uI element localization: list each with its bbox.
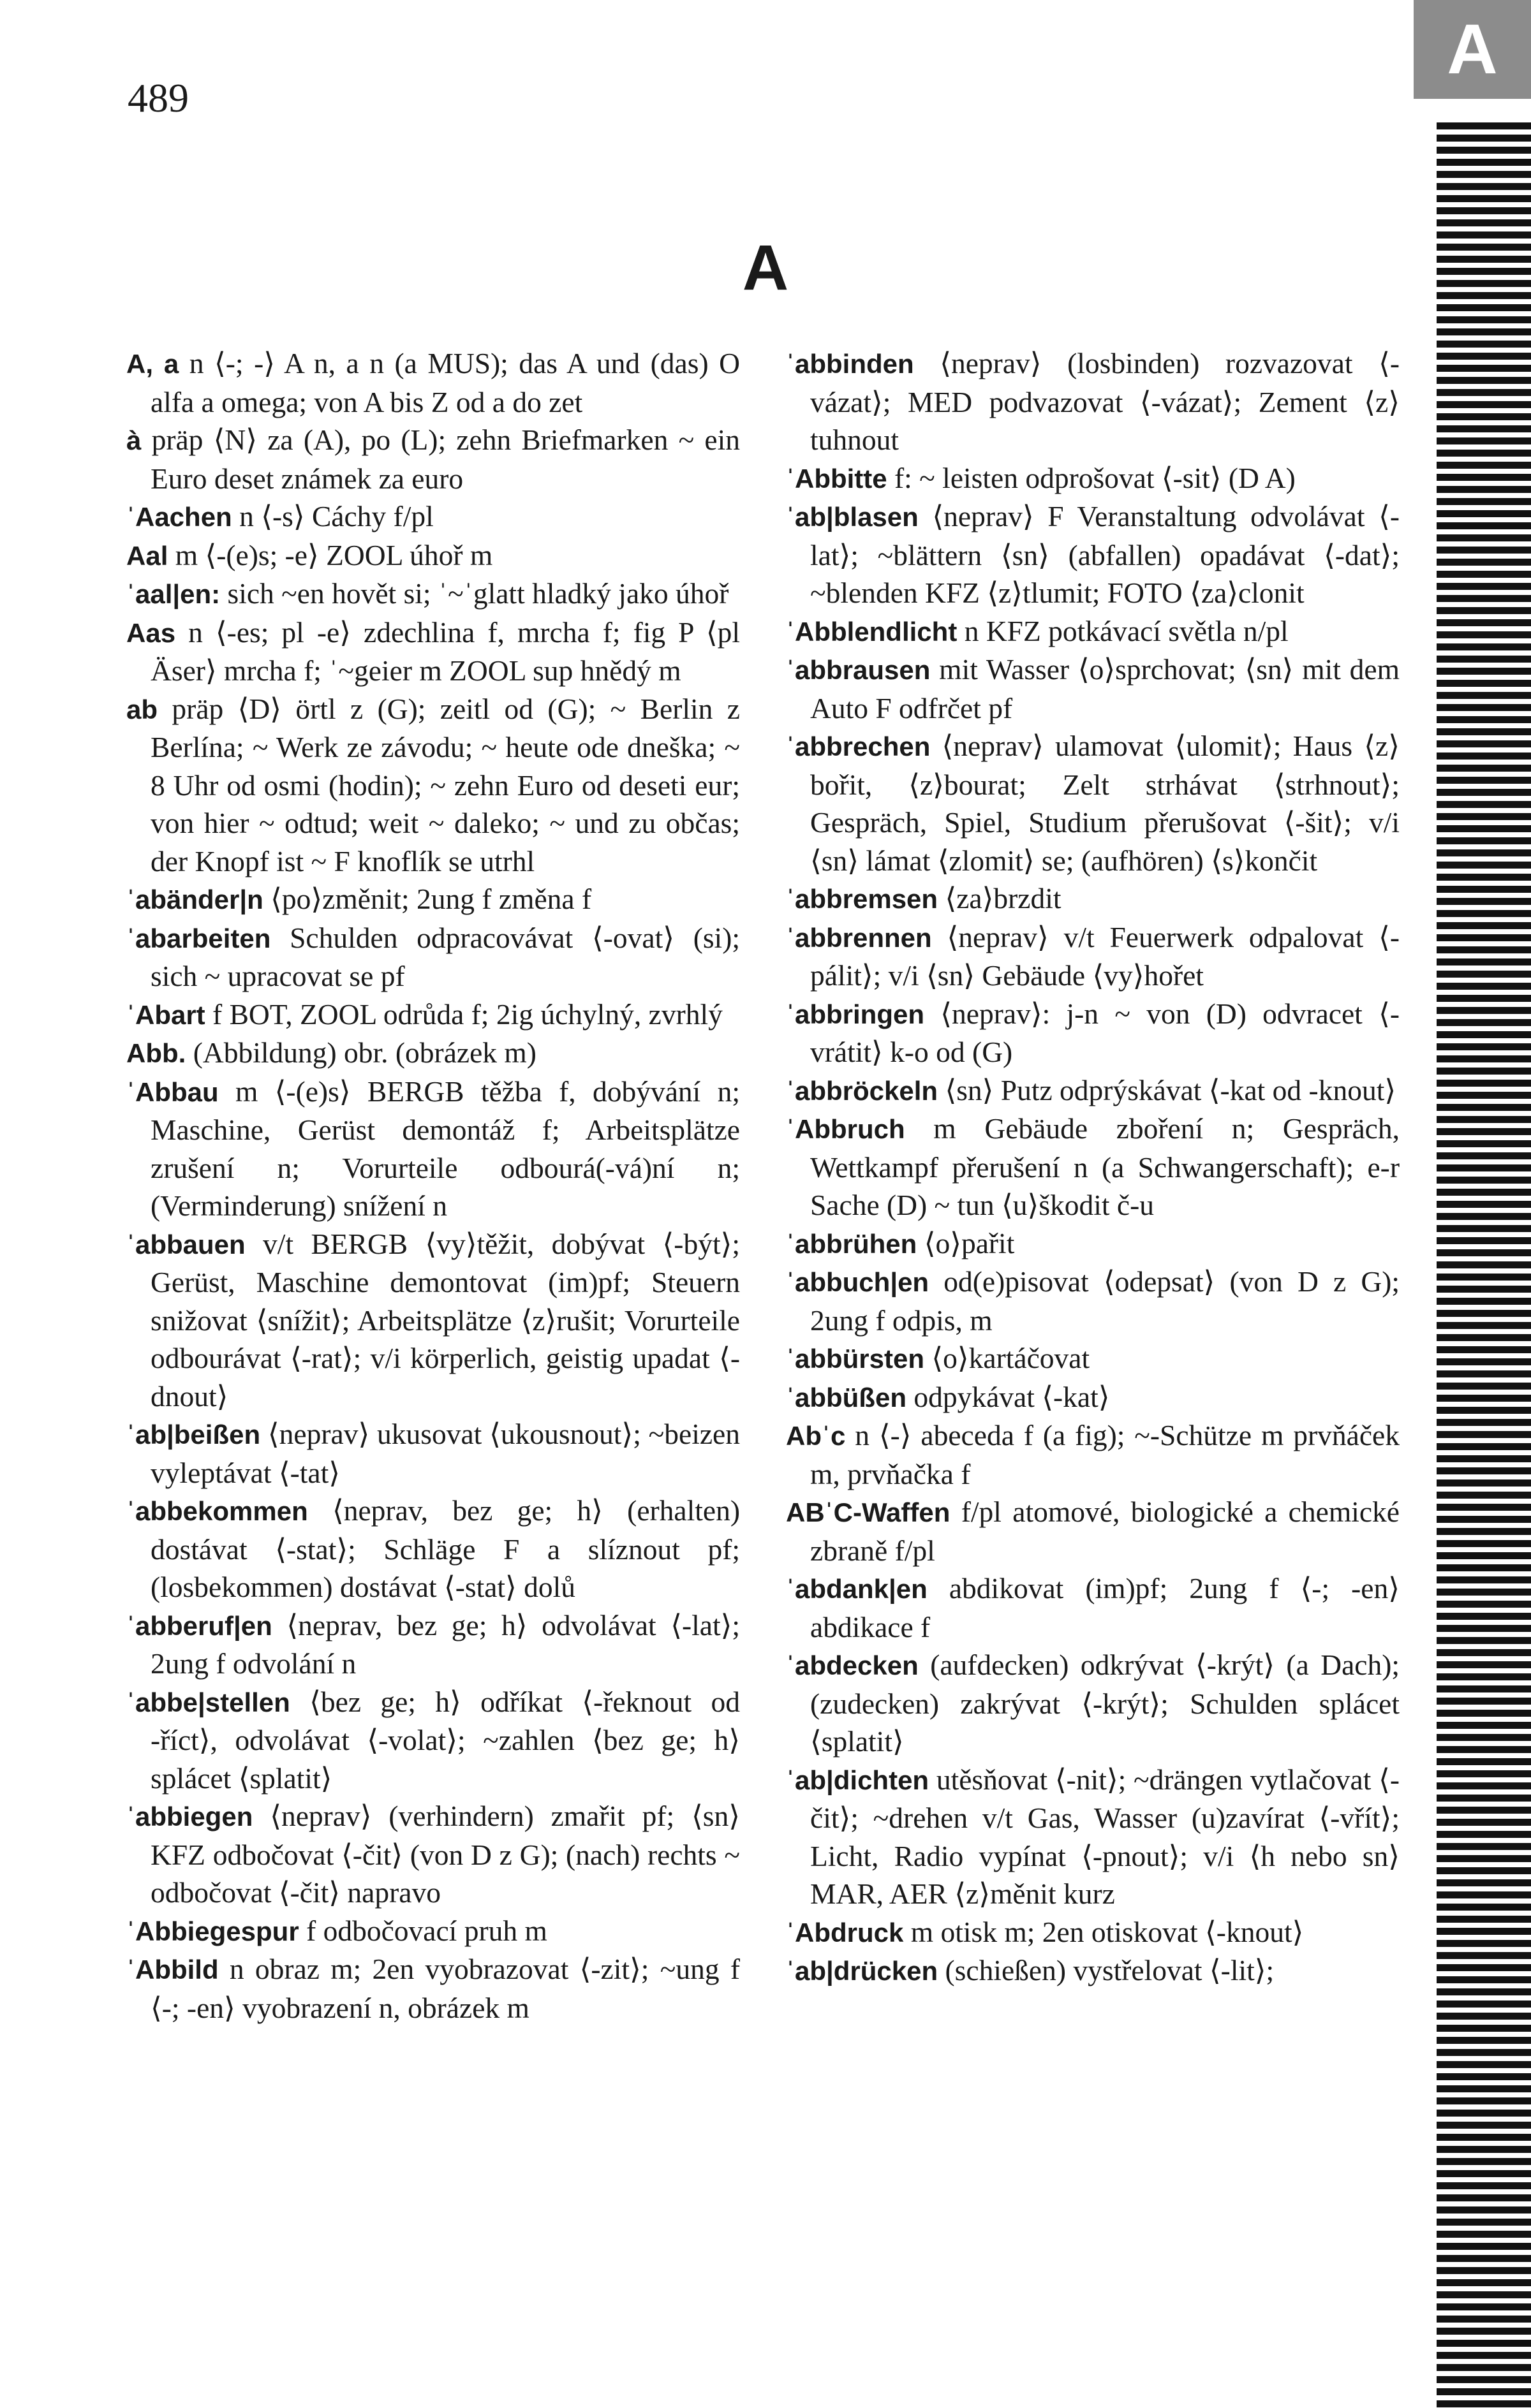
entry-headword: ˈabbiegen [126,1802,253,1832]
entry-text: n ⟨-; -⟩ A n, a n (a MUS); das A und (das) O alfa a omega; von A bis Z od a do zet [151,347,741,418]
entry-headword: ˈAbdruck [786,1917,904,1948]
entry-headword: ABˈC-Waffen [786,1497,950,1527]
entry-text: ⟨po⟩změnit; 2ung f změna f [263,883,592,915]
entry-headword: ˈabbekommen [126,1496,308,1526]
entry-headword: ˈAbbiegespur [126,1916,299,1946]
dictionary-entry [126,344,740,421]
entry-headword: ˈaal|en: [126,579,221,609]
entry-headword: ˈabbrühen [786,1228,917,1259]
entry-text: ⟨o⟩pařit [917,1226,1015,1259]
entry-text: Schulden odpracovávat ⟨-ovat⟩ (si); sich ~ upracovat se pf [151,921,740,992]
left-column [126,344,740,2027]
entry-text: ⟨o⟩kartáčovat [924,1342,1090,1374]
entry-headword: ˈabberuf|en [126,1610,272,1641]
dictionary-entry [786,1378,1400,1417]
dictionary-entry [786,995,1400,1071]
dictionary-entry [126,1912,740,1951]
dictionary-entry [126,613,740,690]
entry-headword: Aas [126,617,176,648]
dictionary-entry [786,1224,1400,1263]
letter-tab: A [1414,0,1531,99]
dictionary-entry [126,919,740,995]
dictionary-entry [786,344,1400,459]
dictionary-entry [786,727,1400,879]
entry-headword: ˈabarbeiten [126,923,271,953]
dictionary-entry [786,1493,1400,1569]
entry-headword: ˈAbblendlicht [786,616,958,647]
dictionary-entry [126,1950,740,2027]
dictionary-entry [126,1073,740,1225]
dictionary-entry [786,879,1400,918]
dictionary-entry [126,497,740,536]
entry-headword: ˈabbe|stellen [126,1687,290,1717]
entry-headword: ˈabbürsten [786,1344,925,1374]
dictionary-entry [786,1263,1400,1339]
section-heading: A [742,232,789,304]
entry-headword: ˈabbringen [786,999,924,1029]
entry-headword: ˈabbrausen [786,655,931,685]
entry-text: f odbočovací pruh m [299,1914,547,1947]
entry-text: n ⟨-⟩ abeceda f (a fig); ~-Schütze m prvňáček m, prvňačka f [810,1419,1400,1490]
entry-text: ⟨neprav⟩: j-n ~ von (D) odvracet ⟨-vrátit⟩ k-o od (G) [810,997,1400,1068]
entry-text: ⟨za⟩brzdit [938,882,1061,914]
dictionary-entry [126,1492,740,1606]
entry-text: präp ⟨N⟩ za (A), po (L); zehn Briefmarken ~ ein Euro deset známek za euro [141,423,740,495]
dictionary-entry [786,1951,1400,1990]
entry-text: f: ~ leisten odprošovat ⟨-sit⟩ (D A) [887,461,1296,494]
entry-headword: ˈAbart [126,999,205,1030]
entry-headword: à [126,425,142,455]
thumb-index-bar [1437,122,1531,2408]
entry-text: ⟨neprav⟩ ukusovat ⟨ukousnout⟩; ~beizen vyleptávat ⟨-tat⟩ [151,1418,740,1489]
entry-text: (aufdecken) odkrývat ⟨-krýt⟩ (a Dach); (zudecken) zakrývat ⟨-krýt⟩; Schulden splácet ⟨splatit⟩ [810,1648,1400,1758]
entry-headword: ˈab|beißen [126,1420,261,1450]
dictionary-entry [786,1071,1400,1110]
dictionary-entry [126,1415,740,1492]
entry-headword: ˈAbbitte [786,463,887,494]
entry-headword: ˈab|drücken [786,1956,938,1986]
entry-headword: ˈabänder|n [126,885,263,914]
dictionary-entry [786,497,1400,612]
dictionary-entry [126,421,740,497]
entry-headword: ab [126,694,158,724]
entry-text: m ⟨-(e)s⟩ BERGB těžba f, dobývání n; Maschine, Gerüst demontáž f; Arbeitsplätze zrušení n; Vorurteile odbourá(-vá)ní n; (Verminderung) snížení n [151,1075,740,1222]
dictionary-entry [786,1339,1400,1378]
entry-headword: ˈabdank|en [786,1574,928,1604]
dictionary-entry [126,1683,740,1798]
entry-headword: ˈAachen [126,502,232,532]
entry-text: m Gebäude zboření n; Gespräch, Wettkampf přerušení n (a Schwangerschaft); e-r Sache (D) ~ tun ⟨u⟩škodit č-u [810,1112,1400,1221]
entry-text: f BOT, ZOOL odrůda f; 2ig úchylný, zvrhlý [205,997,723,1031]
dictionary-entry [786,1569,1400,1646]
entry-text: ⟨neprav⟩ ulamovat ⟨ulomit⟩; Haus ⟨z⟩bořit, ⟨z⟩bourat; Zelt strhávat ⟨strhnout⟩; Gespräch, Spiel, Studium přerušovat ⟨-šit⟩; v/i ⟨sn⟩ lámat ⟨zlomit⟩ se; (aufhören) ⟨s⟩končit [810,730,1400,877]
entry-text: v/t BERGB ⟨vy⟩těžit, dobývat ⟨-být⟩; Gerüst, Maschine demontovat (im)pf; Steuern snižovat ⟨snížit⟩; Arbeitsplätze ⟨z⟩rušit; Vorurteile odbourávat ⟨-rat⟩; v/i körperlich, geistig upadat ⟨-dnout⟩ [151,1227,740,1413]
dictionary-entry [126,1225,740,1416]
entry-headword: ˈabbrechen [786,731,931,761]
entry-text: (Abbildung) obr. (obrázek m) [186,1036,536,1069]
dictionary-entry [126,1797,740,1912]
entry-headword: ˈAbbild [126,1955,219,1985]
entry-text: ⟨neprav, bez ge; h⟩ (erhalten) dostávat ⟨-stat⟩; Schläge F a slíznout pf; (losbekommen) dostávat ⟨-stat⟩ dolů [151,1494,740,1603]
entry-text: n obraz m; 2en vyobrazovat ⟨-zit⟩; ~ung f ⟨-; -en⟩ vyobrazení n, obrázek m [151,1953,740,2024]
entry-text: abdikovat (im)pf; 2ung f ⟨-; -en⟩ abdikace f [810,1572,1400,1643]
entry-headword: ˈabbinden [786,349,914,379]
entry-text: ⟨neprav, bez ge; h⟩ odvolávat ⟨-lat⟩; 2ung f odvolání n [151,1608,740,1680]
entry-text: od(e)pisovat ⟨odepsat⟩ (von D z G); 2ung f odpis, m [810,1265,1400,1337]
entry-headword: ˈAbbau [126,1076,219,1107]
entry-headword: ˈabbröckeln [786,1075,938,1106]
entry-headword: A, a [126,349,179,379]
page-number: 489 [128,75,189,121]
entry-text: präp ⟨D⟩ örtl z (G); zeitl od (G); ~ Berlin z Berlína; ~ Werk ze závodu; ~ heute ode dneška; ~ 8 Uhr od osmi (hodin); ~ zehn Euro od deseti eur; von hier ~ odtud; weit ~ daleko; ~ und zu občas; der Knopf ist ~ F knoflík se utrhl [151,692,740,877]
entry-text: n ⟨-es; pl -e⟩ zdechlina f, mrcha f; fig P ⟨pl Äser⟩ mrcha f; ˈ~geier m ZOOL sup hnědý m [151,615,740,687]
dictionary-entry [126,536,740,575]
right-column [786,344,1400,1990]
dictionary-entry [126,690,740,881]
dictionary-entry [786,1913,1400,1952]
dictionary-entry [126,575,740,613]
dictionary-entry [126,880,740,919]
dictionary-entry [126,1034,740,1073]
dictionary-entry [786,459,1400,498]
entry-headword: ˈabdecken [786,1650,919,1680]
dictionary-entry [126,995,740,1034]
entry-text: m otisk m; 2en otiskovat ⟨-knout⟩ [903,1915,1304,1948]
dictionary-entry [126,1606,740,1683]
entry-text: ⟨sn⟩ Putz odprýskávat ⟨-kat od -knout⟩ [938,1073,1396,1106]
entry-headword: Abˈc [786,1421,846,1451]
entry-headword: ˈAbbruch [786,1114,905,1144]
dictionary-entry [786,1110,1400,1224]
entry-headword: ˈabbauen [126,1229,246,1259]
entry-text: n ⟨-s⟩ Cáchy f/pl [232,500,434,532]
dictionary-entry [786,650,1400,727]
entry-text: ⟨neprav⟩ v/t Feuerwerk odpalovat ⟨-pálit⟩; v/i ⟨sn⟩ Gebäude ⟨vy⟩hořet [810,920,1400,992]
entry-text: ⟨neprav⟩ F Veranstaltung odvolávat ⟨-lat⟩; ~blättern ⟨sn⟩ (abfallen) opadávat ⟨-dat⟩; ~blenden KFZ ⟨z⟩tlumit; FOTO ⟨za⟩clonit [810,500,1400,609]
entry-text: ⟨neprav⟩ (losbinden) rozvazovat ⟨-vázat⟩; MED podvazovat ⟨-vázat⟩; Zement ⟨z⟩tuhnout [810,347,1400,456]
entry-text: utěsňovat ⟨-nit⟩; ~drängen vytlačovat ⟨-čit⟩; ~drehen v/t Gas, Wasser (u)zavírat ⟨-vřít⟩; Licht, Radio vypínat ⟨-pnout⟩; v/i ⟨h nebo sn⟩ MAR, AER ⟨z⟩měnit kurz [810,1763,1400,1910]
entry-headword: ˈab|blasen [786,502,919,532]
entry-headword: ˈabbuch|en [786,1267,929,1297]
dictionary-entry [786,1646,1400,1761]
entry-text: f/pl atomové, biologické a chemické zbraně f/pl [810,1495,1400,1567]
dictionary-entry [786,918,1400,995]
entry-text: sich ~en hovět si; ˈ~ˈglatt hladký jako úhoř [220,577,729,610]
entry-text: m ⟨-(e)s; -e⟩ ZOOL úhoř m [168,538,493,571]
entry-text: (schießen) vystřelovat ⟨-lit⟩; [938,1954,1275,1986]
entry-text: n KFZ potkávací světla n/pl [957,614,1289,647]
entry-text: ⟨bez ge; h⟩ odříkat ⟨-řeknout od -říct⟩, odvolávat ⟨-volat⟩; ~zahlen ⟨bez ge; h⟩ splácet ⟨splatit⟩ [151,1685,740,1795]
entry-text: ⟨neprav⟩ (verhindern) zmařit pf; ⟨sn⟩ KFZ odbočovat ⟨-čit⟩ (von D z G); (nach) rechts ~ odbočovat ⟨-čit⟩ napravo [151,1800,740,1909]
entry-text: odpykávat ⟨-kat⟩ [906,1380,1110,1413]
entry-text: mit Wasser ⟨o⟩sprchovat; ⟨sn⟩ mit dem Auto F odfrčet pf [810,653,1400,724]
entry-headword: ˈabbremsen [786,884,938,914]
dictionary-entry [786,1416,1400,1493]
entry-headword: ˈab|dichten [786,1765,929,1795]
entry-headword: Abb. [126,1038,186,1068]
entry-headword: ˈabbüßen [786,1382,906,1413]
dictionary-entry [786,1761,1400,1913]
dictionary-entry [786,612,1400,651]
entry-headword: ˈabbrennen [786,922,932,953]
entry-headword: Aal [126,540,168,571]
